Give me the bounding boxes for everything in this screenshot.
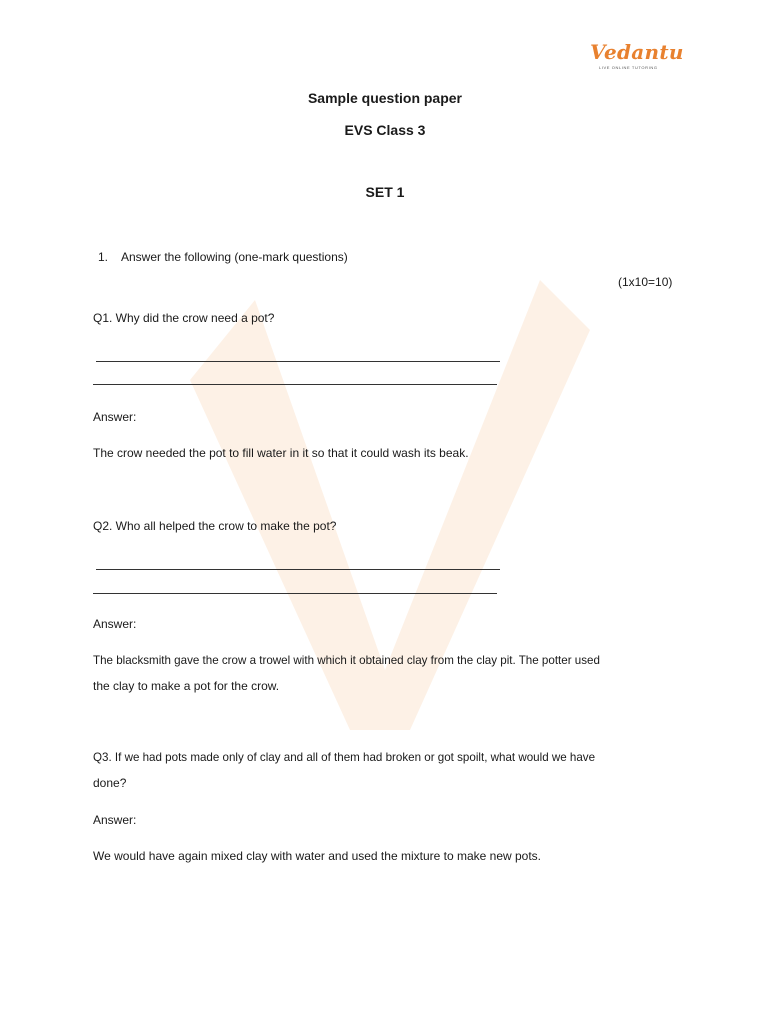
page-subtitle: EVS Class 3	[344, 122, 426, 138]
logo-brand: Vedantu	[590, 40, 684, 64]
answer-2-line-1: The blacksmith gave the crow a trowel with which it obtained clay from the clay pit. The potter used	[93, 654, 600, 667]
vedantu-logo	[590, 40, 684, 72]
answer-line	[96, 569, 500, 570]
answer-1: The crow needed the pot to fill water in it so that it could wash its beak.	[93, 446, 469, 460]
question-3-line-1: Q3. If we had pots made only of clay and all of them had broken or got spoilt, what would we have	[93, 751, 596, 764]
answer-line	[93, 384, 497, 385]
section-instruction: Answer the following (one-mark questions)	[121, 250, 348, 264]
answer-label-2: Answer:	[93, 617, 137, 631]
set-heading: SET 1	[365, 184, 405, 200]
vedantu-watermark-icon	[170, 270, 600, 740]
logo-tagline: LIVE ONLINE TUTORING	[599, 65, 658, 70]
answer-label-3: Answer:	[93, 813, 137, 827]
answer-label-1: Answer:	[93, 410, 137, 424]
answer-3: We would have again mixed clay with water and used the mixture to make new pots.	[93, 849, 542, 863]
page-title: Sample question paper	[307, 90, 463, 106]
section-number: 1.	[98, 250, 109, 264]
question-3-line-2: done?	[93, 776, 127, 790]
answer-2-line-2: the clay to make a pot for the crow.	[93, 679, 280, 693]
answer-line	[93, 593, 497, 594]
section-marks: (1x10=10)	[618, 275, 673, 289]
answer-line	[96, 361, 500, 362]
question-1: Q1. Why did the crow need a pot?	[93, 311, 275, 325]
question-2: Q2. Who all helped the crow to make the pot?	[93, 519, 337, 533]
